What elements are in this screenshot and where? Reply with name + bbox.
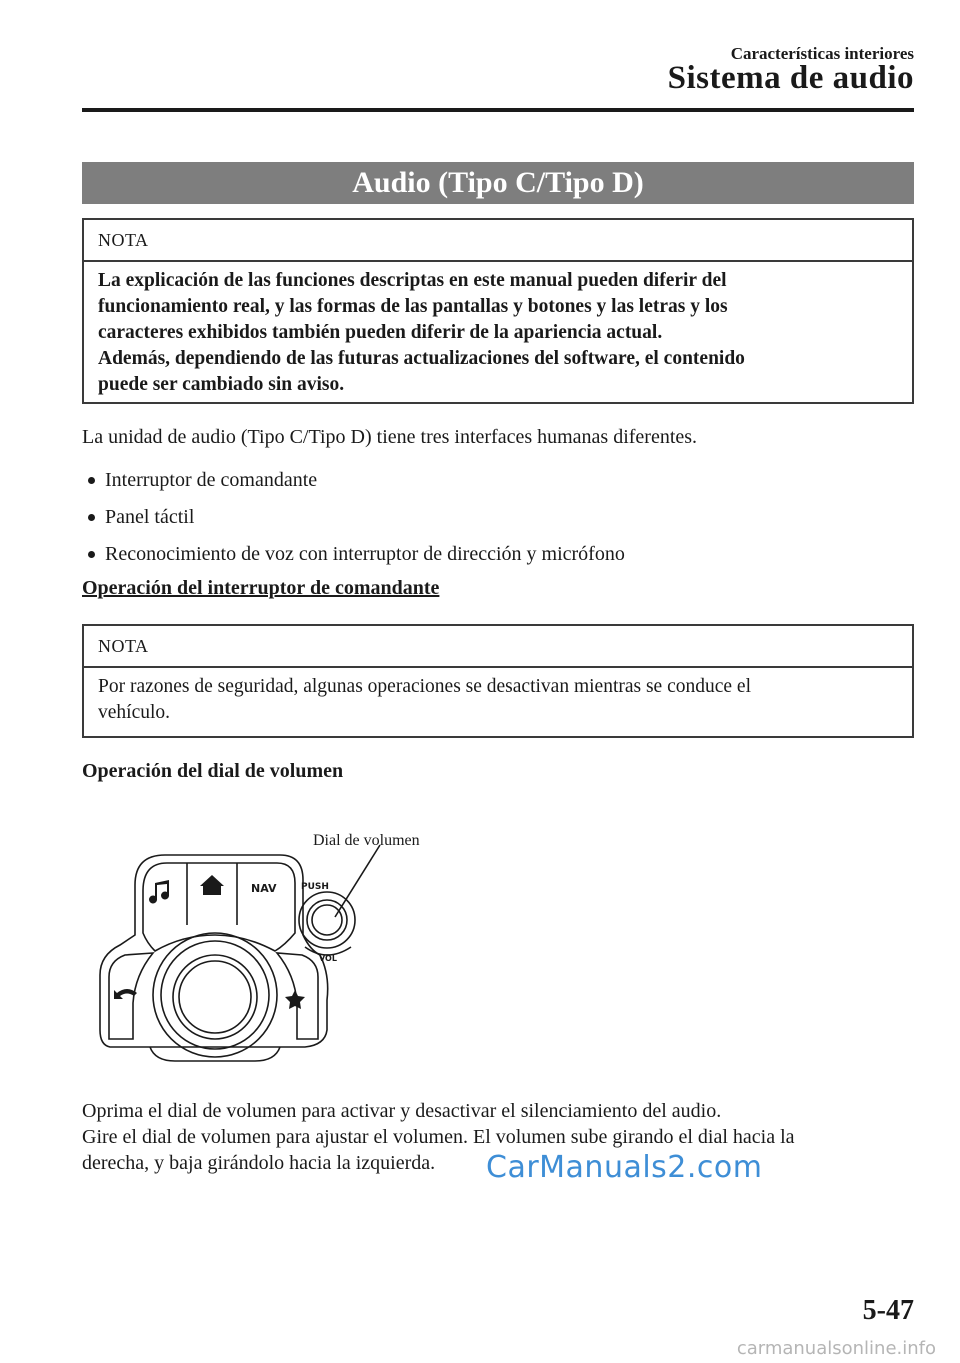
note-line: caracteres exhibidos también pueden diferir de la apariencia actual. (98, 322, 663, 343)
note-text (84, 668, 912, 734)
list-item-text: Interruptor de comandante (105, 469, 318, 491)
page-number: 5-47 (862, 1295, 914, 1326)
bullet-icon (88, 477, 95, 484)
list-item (82, 536, 625, 573)
volume-dial-callout: Dial de volumen (313, 832, 420, 849)
note-text (84, 262, 912, 406)
list-item-text: Panel táctil (105, 506, 195, 528)
note-label: NOTA (84, 626, 912, 668)
chapter-title: Características interiores (730, 44, 914, 63)
list-item (82, 462, 625, 499)
push-label: PUSH (301, 882, 329, 892)
body-line: Oprima el dial de volumen para activar y desactivar el silenciamiento del audio. (82, 1100, 722, 1122)
intro-text: La unidad de audio (Tipo C/Tipo D) tiene tres interfaces humanas diferentes. (82, 426, 698, 448)
intro-paragraph (82, 424, 914, 451)
list-item-text: Reconocimiento de voz con interruptor de dirección y micrófono (105, 543, 625, 565)
header-rule (82, 108, 914, 112)
page-header-title: Sistema de audio (667, 60, 914, 96)
body-line: derecha, y baja girándolo hacia la izquierda. (82, 1152, 436, 1174)
bullet-icon (88, 514, 95, 521)
vol-label: VOL (319, 954, 337, 963)
note-line: vehículo. (98, 702, 171, 723)
body-line: Gire el dial de volumen para ajustar el volumen. El volumen sube girando el dial hacia la (82, 1126, 795, 1148)
note-line: puede ser cambiado sin aviso. (98, 374, 345, 395)
note-box (82, 218, 914, 404)
watermark-logo: CarManuals2.com (486, 1150, 763, 1185)
interface-list (82, 462, 625, 573)
list-item (82, 499, 625, 536)
subheading-commander: Operación del interruptor de comandante (82, 577, 440, 599)
subheading-volume: Operación del dial de volumen (82, 760, 344, 782)
nav-label: NAV (251, 882, 277, 895)
footer-site-link[interactable]: carmanualsonline.info (736, 1338, 936, 1359)
note-label: NOTA (84, 220, 912, 262)
commander-switch-illustration (95, 825, 455, 1065)
section-title: Audio (Tipo C/Tipo D) (82, 162, 914, 204)
note-line: La explicación de las funciones descriptas en este manual pueden diferir del (98, 270, 727, 291)
note-line: Además, dependiendo de las futuras actualizaciones del software, el contenido (98, 348, 745, 369)
note-box (82, 624, 914, 738)
bullet-icon (88, 551, 95, 558)
note-line: funcionamiento real, y las formas de las pantallas y botones y las letras y los (98, 296, 728, 317)
note-line: Por razones de seguridad, algunas operaciones se desactivan mientras se conduce el (98, 676, 752, 697)
